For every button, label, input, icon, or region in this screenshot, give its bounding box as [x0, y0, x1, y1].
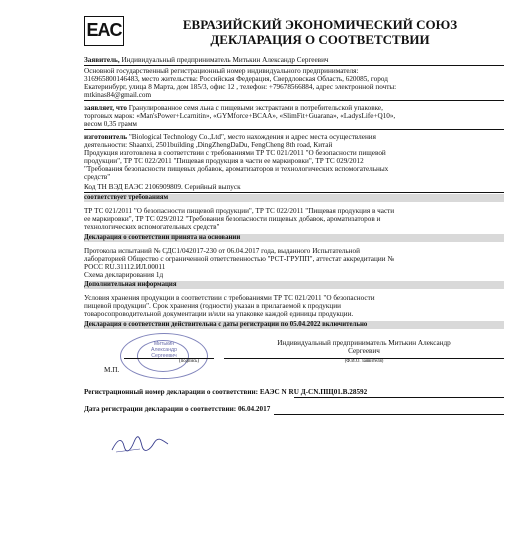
additional-heading: Дополнительная информация [84, 281, 504, 289]
signer-name: Сергеевич [348, 347, 380, 355]
applicant-line [84, 56, 504, 64]
tn-ved-code: Код ТН ВЭД ЕАЭС 2106909809. Серийный выпуск [84, 183, 241, 191]
basis-text: РОСС RU.31112.ИЛ.00011 [84, 263, 166, 271]
manufacturer-text: продукции", ТР ТС 022/2011 "Пищевая продукция в части ее маркировки", ТР ТС 029/2012 [84, 157, 364, 165]
additional-text: Условия хранения продукции в соответствии с требованиями ТР ТС 021/2011 "О безопасности [84, 294, 375, 302]
signer-name: Индивидуальный предприниматель Митькин Александр [277, 339, 451, 347]
divider [84, 192, 504, 193]
registration-date-value: 06.04.2017 [236, 405, 271, 413]
basis-text: Схема декларирования 1д [84, 271, 164, 279]
additional-text: товаросопроводительной документации и/или на упаковке каждой единицы продукции. [84, 310, 354, 318]
manufacturer-text: деятельности: Shaanxi, 2501building ,DingZhengDaDu, FengCheng 8th road, Китай [84, 141, 333, 149]
registration-number-label: Регистрационный номер декларации о соответствии: [84, 388, 259, 396]
additional-text: пищевой продукции". Срок хранения (годности) указан в прилагаемой к продукции [84, 302, 341, 310]
manufacturer-line [84, 133, 504, 141]
requirements-text: ТР ТС 021/2011 "О безопасности пищевой продукции", ТР ТС 022/2011 "Пищевая продукция в части [84, 207, 395, 215]
manufacturer-text: средств" [84, 173, 111, 181]
basis-text: лабораторией Общество с ограниченной ответственностью "РСТ-ГРУПП", аттестат аккредитации № [84, 255, 395, 263]
divider [294, 397, 504, 398]
requirements-text: ее маркировки", ТР ТС 029/2012 "Требования безопасности пищевых добавок, ароматизаторов и [84, 215, 381, 223]
handwritten-signature [110, 434, 170, 456]
signature-caption: (подпись) [179, 359, 199, 364]
divider [274, 414, 504, 415]
registration-date-line [84, 405, 504, 413]
registration-date-label: Дата регистрации декларации о соответствии: [84, 405, 237, 413]
divider [84, 100, 504, 101]
manufacturer-text: Продукция изготовлена в соответствии с требованиями ТР ТС 021/2011 "О безопасности пищевой [84, 149, 386, 157]
document-title-declaration: ДЕКЛАРАЦИЯ О СООТВЕТСТВИИ [210, 32, 430, 47]
applicant-label: Заявитель, [84, 56, 120, 64]
divider [84, 129, 504, 130]
registration-number-line [84, 388, 504, 396]
declaration-label: заявляет, что [84, 104, 127, 112]
product-text: Гранулированное семя льна с пищевыми экстрактами в потребительской упаковке, [126, 104, 383, 112]
basis-heading: Декларация о соответствии принята на основании [84, 234, 504, 242]
fio-caption: (Ф.И.О. заявителя) [344, 359, 384, 364]
stamp-text: Митькин [153, 341, 175, 347]
document-title-union: ЕВРАЗИЙСКИЙ ЭКОНОМИЧЕСКИЙ СОЮЗ [182, 17, 458, 32]
seal-place-mark: М.П. [104, 366, 120, 374]
applicant-detail: mtkinas84@gmail.com [84, 91, 152, 99]
manufacturer-text: "Biological Technology Co.,Ltd", место нахождения и адрес места осуществления [127, 133, 376, 141]
applicant-name: Индивидуальный предприниматель Митькин Александр Сергеевич [119, 56, 329, 64]
product-text: торговых марок: «Man'sPower+Lcarnitin», «GYMforce+BCAA», «SlimFit+Guarana», «LadysLife+Q10», [84, 112, 396, 120]
product-text: весом 0,35 грамм [84, 120, 137, 128]
stamp-text: Александр [151, 347, 177, 354]
divider [84, 65, 504, 66]
declaration-document [84, 16, 504, 536]
applicant-detail: Екатеринбург, улица 8 Марта, дом 185/3, офис 12 , телефон: +79678566884, адрес электронной почты: [84, 83, 397, 91]
registration-number-value: ЕАЭС N RU Д-CN.ПЩ01.В.28592 [258, 388, 368, 396]
requirements-text: технологических вспомогательных средств" [84, 223, 220, 231]
validity-statement: Декларация о соответствии действительна с даты регистрации по 05.04.2022 включительно [84, 321, 504, 329]
applicant-detail: Основной государственный регистрационный номер индивидуального предпринимателя: [84, 67, 359, 75]
eac-mark: EAC [84, 16, 124, 46]
manufacturer-text: "Требования безопасности пищевых добавок, ароматизаторов и технологических вспомогательных [84, 165, 389, 173]
basis-text: Протокола испытаний № СДС1/042017-230 от 06.04.2017 года, выданного Испытательной [84, 247, 360, 255]
requirements-heading: соответствует требованиям [84, 194, 504, 202]
applicant-detail: 316965800146483, место жительства: Российская Федерация, Свердловская Область, 620085, город [84, 75, 388, 83]
company-stamp [120, 333, 208, 379]
stamp-text: Сергеевич [151, 353, 177, 360]
declaration-line [84, 104, 504, 112]
manufacturer-label: изготовитель [84, 133, 128, 141]
